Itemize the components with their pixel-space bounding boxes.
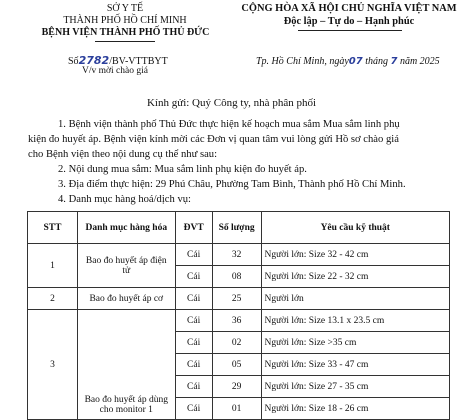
- date-place: Tp. Hồ Chí Minh, ngày: [256, 56, 349, 67]
- cell-quantity: 08: [212, 266, 261, 288]
- header-stt: STT: [28, 212, 78, 244]
- cell-quantity: 05: [212, 354, 261, 376]
- paragraph-1-line-1: 1. Bệnh viện thành phố Thủ Đức thực hiện kế hoạch mua sắm Mua sắm linh phụ: [58, 119, 400, 130]
- table-row: [28, 288, 450, 310]
- cell-stt: 3: [28, 310, 78, 420]
- header-technical-requirements: Yêu cầu kỹ thuật: [261, 212, 449, 244]
- cell-stt: 2: [28, 288, 78, 310]
- cell-spec: Người lớn: Size 27 - 35 cm: [261, 376, 449, 398]
- cell-quantity: 29: [212, 376, 261, 398]
- cell-spec: Người lớn: Size >35 cm: [261, 332, 449, 354]
- cell-unit: Cái: [175, 376, 212, 398]
- cell-unit: Cái: [175, 398, 212, 420]
- cell-unit: Cái: [175, 288, 212, 310]
- cell-spec: Người lớn: Size 32 - 42 cm: [261, 244, 449, 266]
- date-month-handwritten: 7: [390, 56, 398, 67]
- hospital-underline: [95, 41, 155, 42]
- cell-item-name: Bao đo huyết áp cơ: [77, 288, 175, 310]
- paragraph-4: 4. Danh mục hàng hoá/dịch vụ:: [58, 194, 191, 205]
- department-line-2: THÀNH PHỐ HỒ CHÍ MINH: [63, 15, 187, 26]
- paragraph-1-line-3: cho Bệnh viện theo nội dung cụ thể như sau:: [28, 149, 218, 160]
- national-motto: Độc lập – Tự do – Hạnh phúc: [283, 16, 415, 27]
- doc-number-prefix: Số: [68, 56, 79, 67]
- cell-unit: Cái: [175, 332, 212, 354]
- doc-number-suffix: /BV-VTTBYT: [109, 56, 168, 67]
- date-year: năm 2025: [399, 56, 440, 67]
- paragraph-2: 2. Nội dung mua sắm: Mua sắm linh phụ kiện đo huyết áp.: [58, 164, 307, 175]
- cell-spec: Người lớn: [261, 288, 449, 310]
- cell-quantity: 25: [212, 288, 261, 310]
- cell-unit: Cái: [175, 354, 212, 376]
- cell-quantity: 01: [212, 398, 261, 420]
- cell-spec: Người lớn: Size 33 - 47 cm: [261, 354, 449, 376]
- document-subject: V/v mời chào giá: [82, 66, 148, 76]
- cell-unit: Cái: [175, 310, 212, 332]
- header-unit: ĐVT: [175, 212, 212, 244]
- department-line-1: SỞ Y TẾ: [106, 3, 144, 14]
- header-item-name: Danh mục hàng hóa: [77, 212, 175, 244]
- date-month-word: tháng: [365, 56, 388, 67]
- motto-underline: [298, 30, 402, 31]
- cell-quantity: 36: [212, 310, 261, 332]
- date-day-handwritten: 07: [348, 56, 363, 67]
- paragraph-1-line-2: kiện đo huyết áp. Bệnh viện kính mời các Đơn vị quan tâm vui lòng gửi Hồ sơ chào giá: [28, 134, 399, 145]
- doc-number-handwritten: 2782: [78, 54, 110, 67]
- header-quantity: Số lượng: [212, 212, 261, 244]
- goods-table: [27, 211, 450, 420]
- cell-quantity: 02: [212, 332, 261, 354]
- date-line: [256, 56, 440, 67]
- country-name: CỘNG HÒA XÃ HỘI CHỦ NGHĨA VIỆT NAM: [241, 3, 457, 14]
- cell-unit: Cái: [175, 266, 212, 288]
- hospital-name: BỆNH VIỆN THÀNH PHỐ THỦ ĐỨC: [41, 27, 210, 38]
- paragraph-3: 3. Địa điểm thực hiện: 29 Phú Châu, Phường Tam Bình, Thành phố Hồ Chí Minh.: [58, 179, 406, 190]
- table-header-row: [28, 212, 450, 244]
- cell-quantity: 32: [212, 244, 261, 266]
- cell-unit: Cái: [175, 244, 212, 266]
- cell-stt: 1: [28, 244, 78, 288]
- cell-spec: Người lớn: Size 13.1 x 23.5 cm: [261, 310, 449, 332]
- table-row: [28, 244, 450, 266]
- cell-spec: Người lớn: Size 18 - 26 cm: [261, 398, 449, 420]
- cell-spec: Người lớn: Size 22 - 32 cm: [261, 266, 449, 288]
- salutation: Kính gửi: Quý Công ty, nhà phân phối: [146, 97, 317, 109]
- cell-item-name: Bao đo huyết áp dùng cho monitor 1: [77, 310, 175, 420]
- cell-item-name: Bao đo huyết áp điện tử: [77, 244, 175, 288]
- table-row: [28, 310, 450, 332]
